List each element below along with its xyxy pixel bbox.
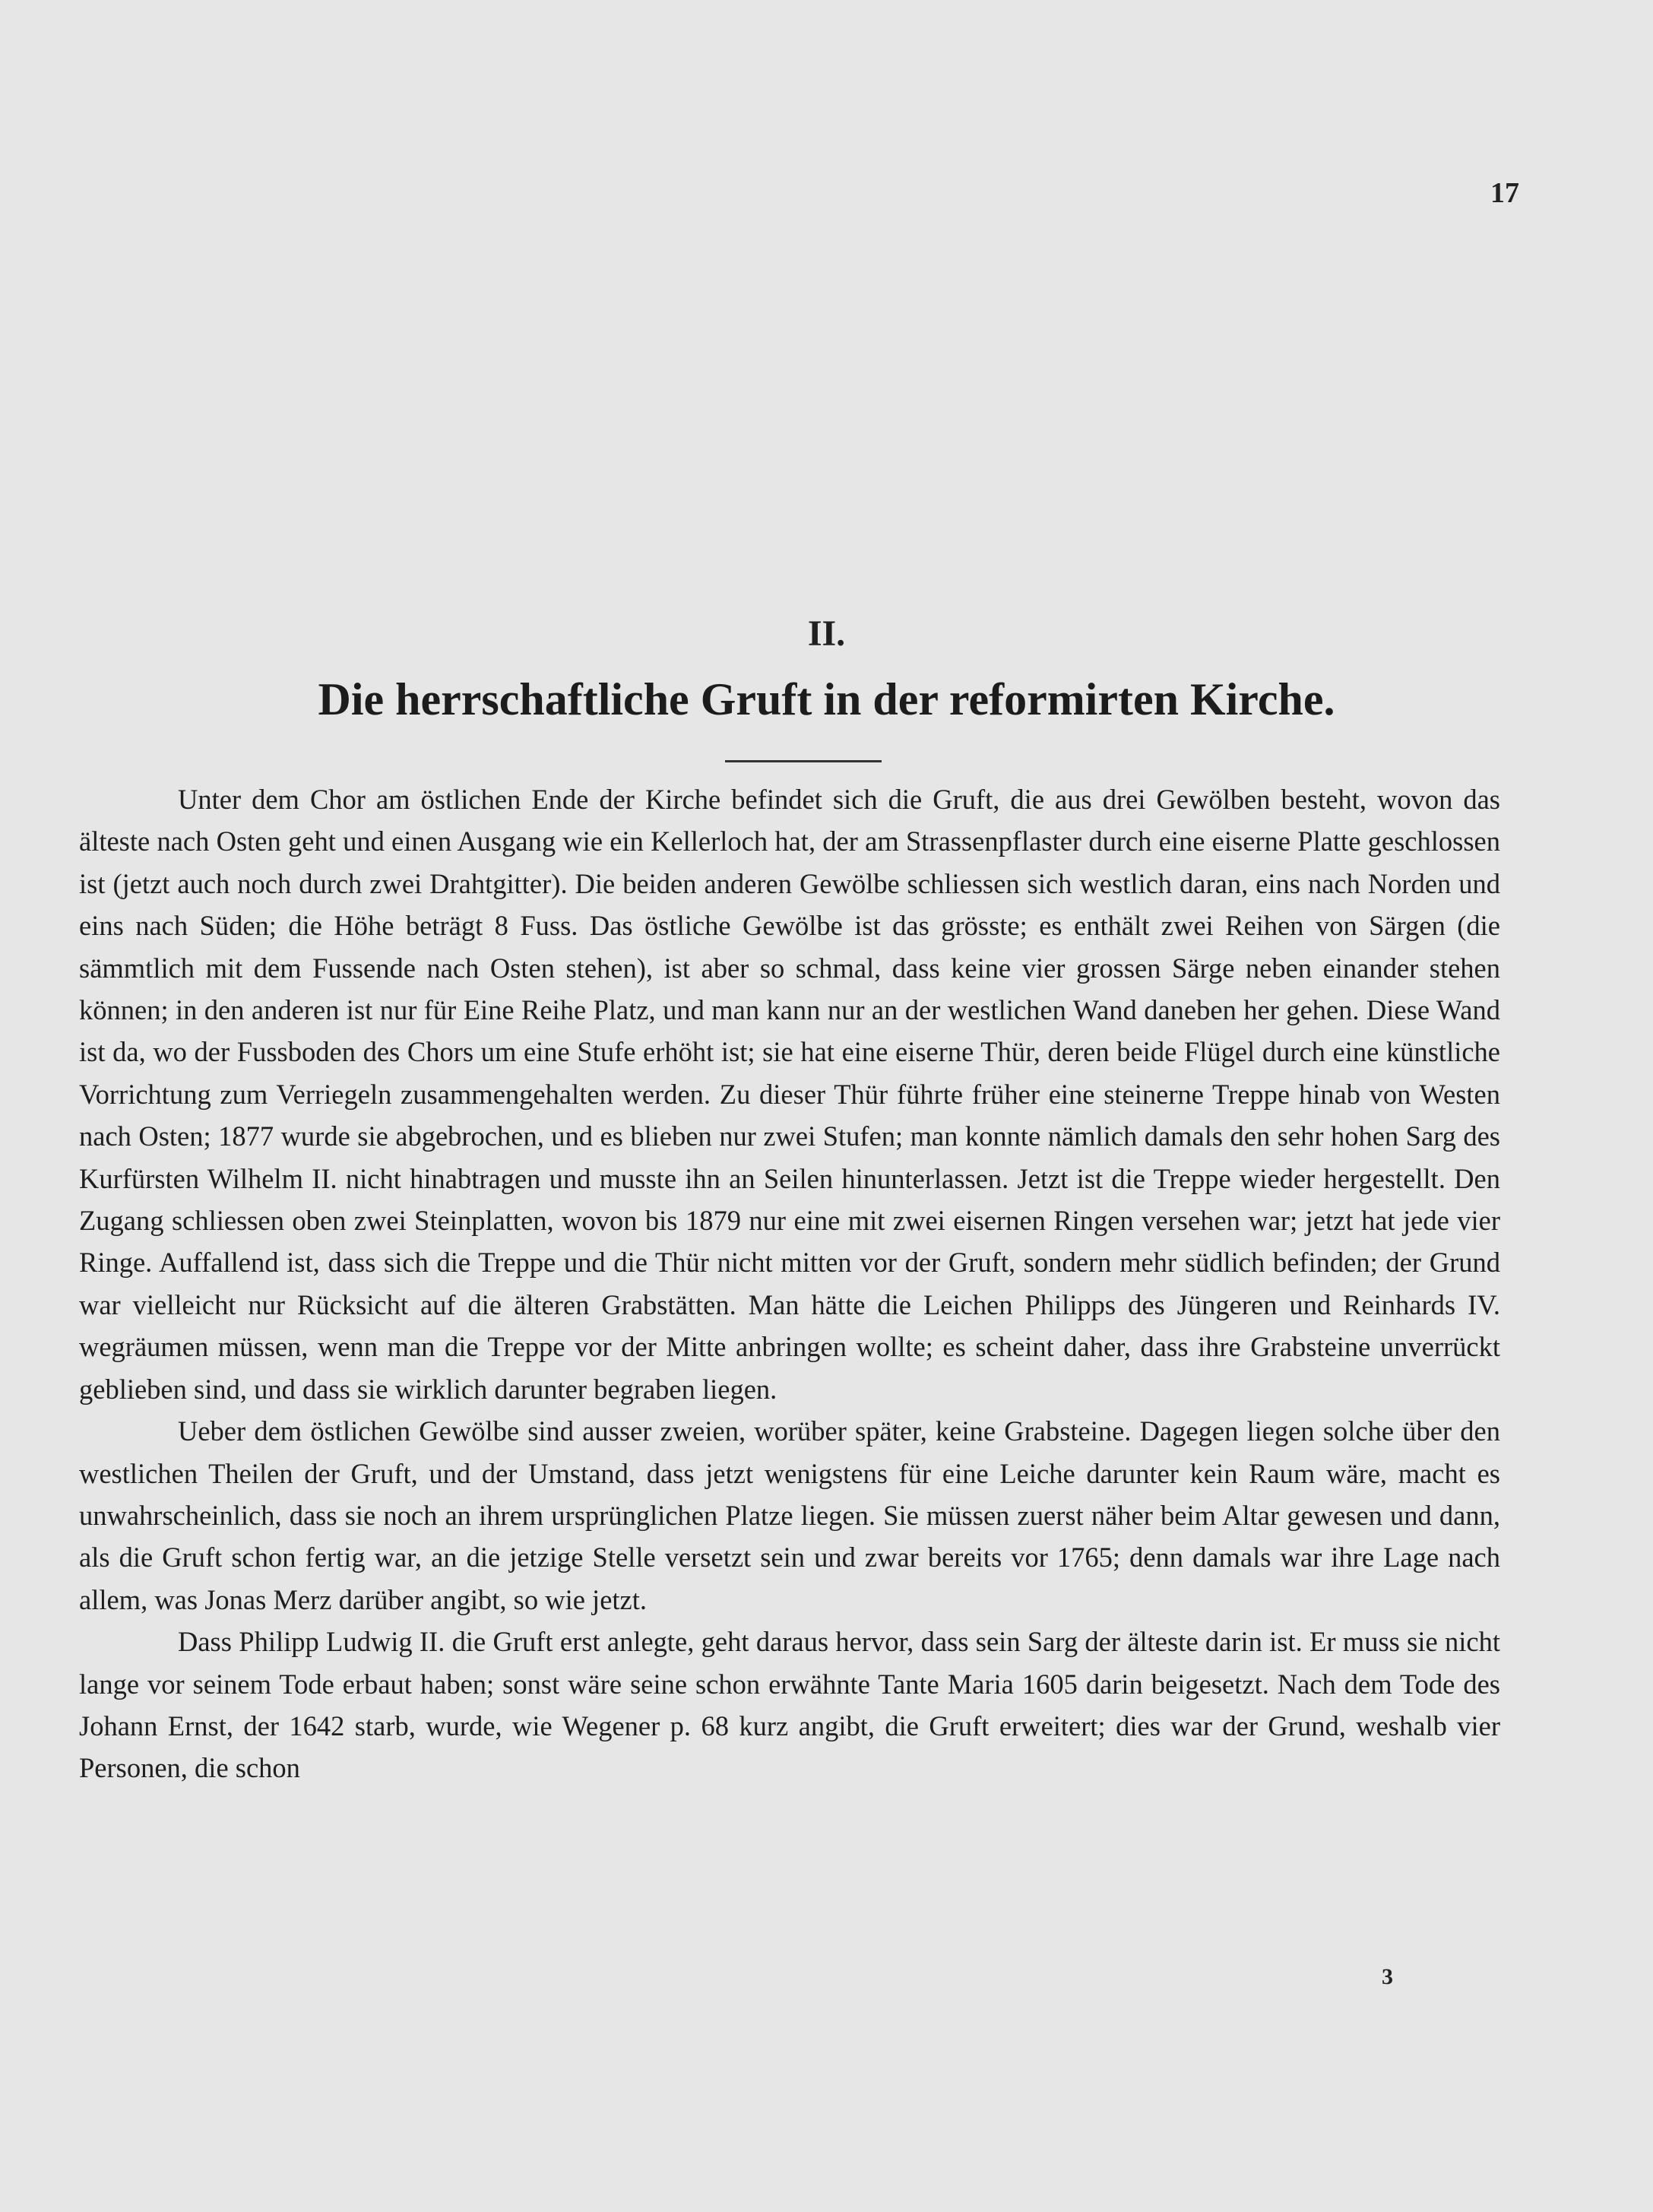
signature-mark: 3 — [1382, 1964, 1393, 1989]
page-number: 17 — [1490, 177, 1519, 209]
chapter-title: Die herrschaftliche Gruft in der reformirten Kirche. — [318, 674, 1335, 724]
section-number: II. — [807, 613, 846, 654]
body-text — [79, 778, 1500, 1789]
paragraph: Unter dem Chor am östlichen Ende der Kirche befindet sich die Gruft, die aus drei Gewölben besteht, wovon das älteste nach Osten geht und einen Ausgang wie ein Kellerloch hat, der am Strassenpflaster durch eine eiserne Platte geschlossen ist (jetzt auch noch durch zwei Drahtgitter). Die beiden anderen Gewölbe schliessen sich westlich daran, eins nach Norden und eins nach Süden; die Höhe beträgt 8 Fuss. Das östliche Gewölbe ist das grösste; es enthält zwei Reihen von Särgen (die sämmtlich mit dem Fussende nach Osten stehen), ist aber so schmal, dass keine vier grossen Särge neben einander stehen können; in den anderen ist nur für Eine Reihe Platz, und man kann nur an der westlichen Wand daneben her gehen. Diese Wand ist da, wo der Fussboden des Chors um eine Stufe erhöht ist; sie hat eine eiserne Thür, deren beide Flügel durch eine künstliche Vorrichtung zum Verriegeln zusammengehalten werden. Zu dieser Thür führte früher eine steinerne Treppe hinab von Westen nach Osten; 1877 wurde sie abgebrochen, und es blieben nur zwei Stufen; man konnte nämlich damals den sehr hohen Sarg des Kurfürsten Wilhelm II. nicht hinabtragen und musste ihn an Seilen hinunterlassen. Jetzt ist die Treppe wieder hergestellt. Den Zugang schliessen oben zwei Steinplatten, wovon bis 1879 nur eine mit zwei eisernen Ringen versehen war; jetzt hat jede vier Ringe. Auffallend ist, dass sich die Treppe und die Thür nicht mitten vor der Gruft, sondern mehr südlich befinden; der Grund war vielleicht nur Rücksicht auf die älteren Grabstätten. Man hätte die Leichen Philipps des Jüngeren und Reinhards IV. wegräumen müssen, wenn man die Treppe vor der Mitte anbringen wollte; es scheint daher, dass ihre Grabsteine unverrückt geblieben sind, und dass sie wirklich darunter begraben liegen. — [79, 784, 1500, 1405]
paragraph: Ueber dem östlichen Gewölbe sind ausser zweien, worüber später, keine Grabsteine. Dagegen liegen solche über den westlichen Theilen der Gruft, und der Umstand, dass jetzt wenigstens für eine Leiche darunter kein Raum wäre, macht es unwahrscheinlich, dass sie noch an ihrem ursprünglichen Platze liegen. Sie müssen zuerst näher beim Altar gewesen und dann, als die Gruft schon fertig war, an die jetzige Stelle versetzt sein und zwar bereits vor 1765; denn damals war ihre Lage nach allem, was Jonas Merz darüber angibt, so wie jetzt. — [79, 1415, 1500, 1615]
paragraph: Dass Philipp Ludwig II. die Gruft erst anlegte, geht daraus hervor, dass sein Sarg der älteste darin ist. Er muss sie nicht lange vor seinem Tode erbaut haben; sonst wäre seine schon erwähnte Tante Maria 1605 darin beigesetzt. Nach dem Tode des Johann Ernst, der 1642 starb, wurde, wie Wegener p. 68 kurz angibt, die Gruft erweitert; dies war der Grund, weshalb vier Personen, die schon — [79, 1626, 1500, 1784]
title-rule — [725, 760, 882, 762]
